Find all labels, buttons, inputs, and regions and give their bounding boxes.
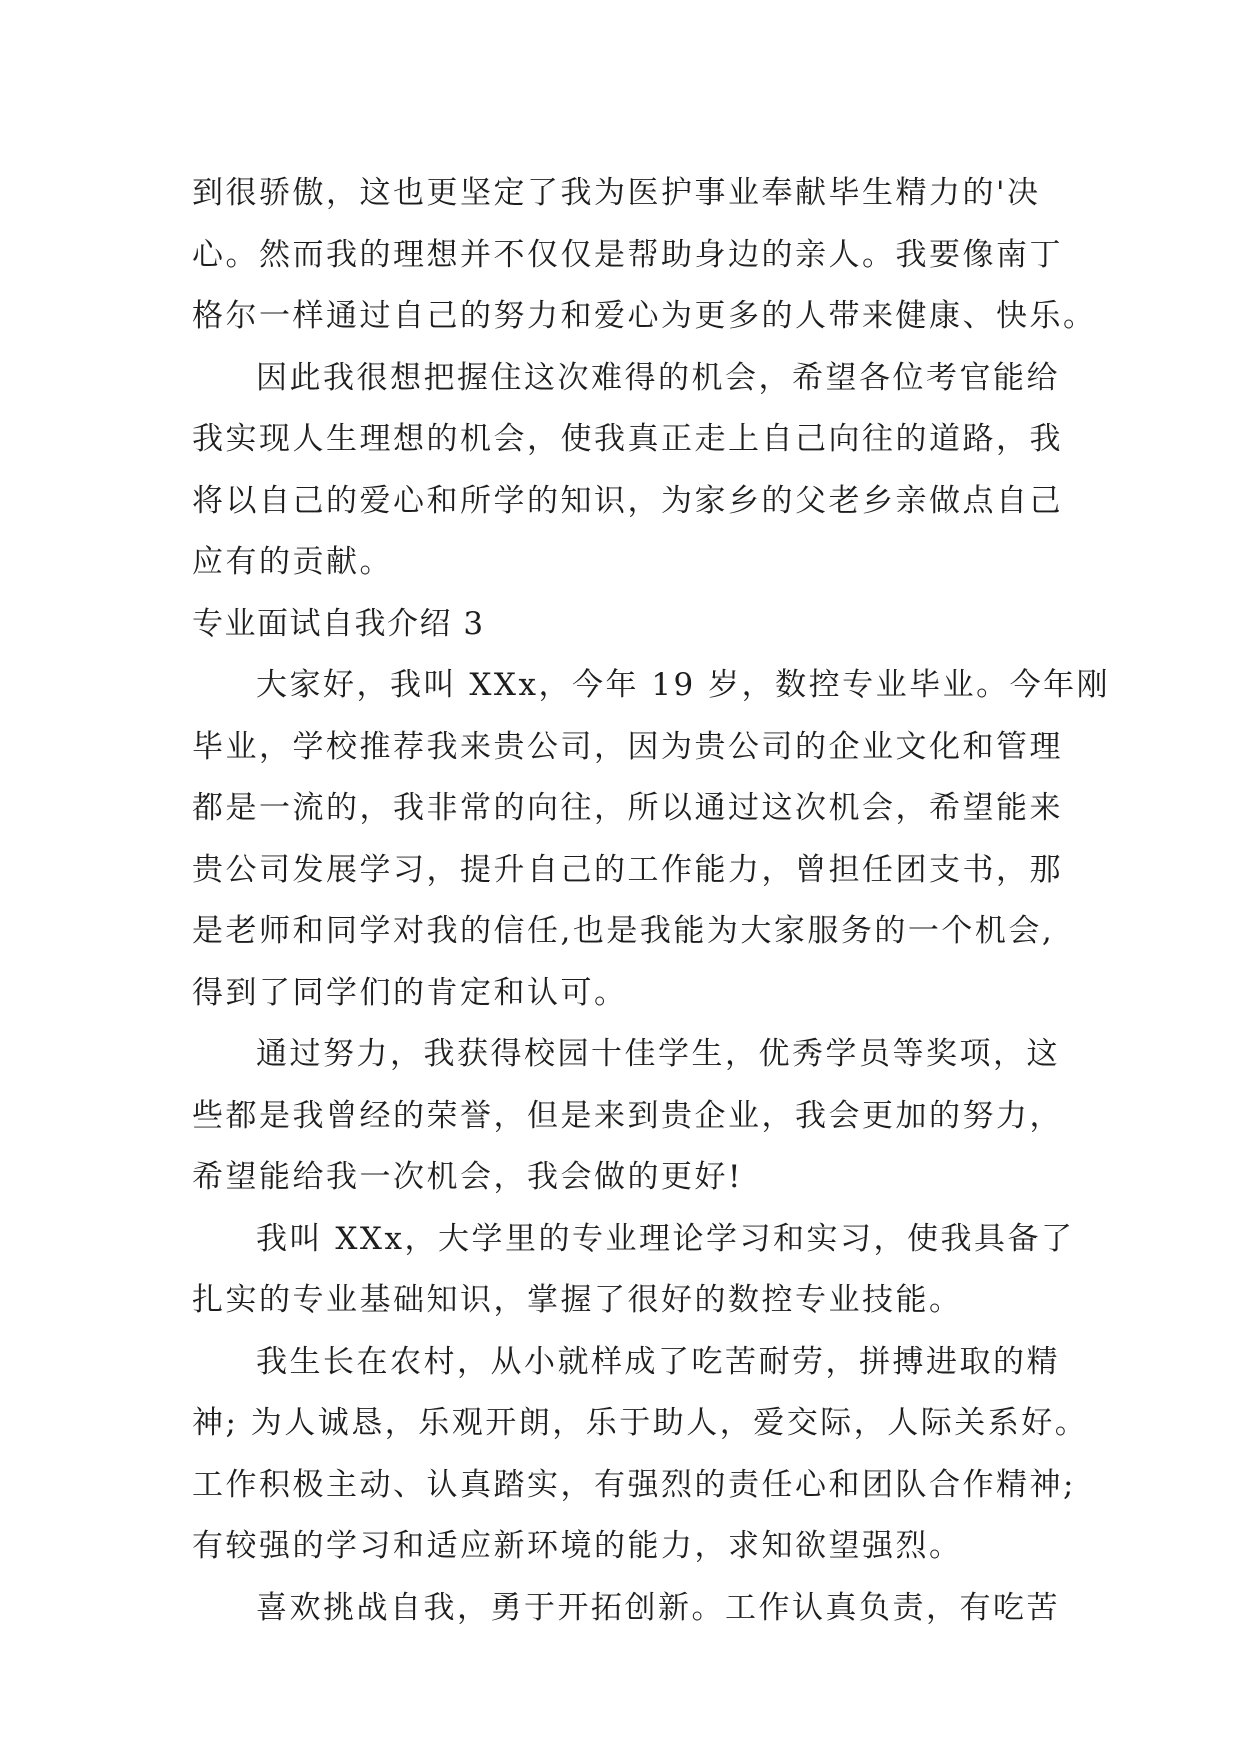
text-line: 喜欢挑战自我，勇于开拓创新。工作认真负责，有吃苦 bbox=[256, 1589, 1060, 1626]
text-line: 有较强的学习和适应新环境的能力，求知欲望强烈。 bbox=[192, 1528, 963, 1564]
text-line: 神; 为人诚恳，乐观开朗，乐于助人，爱交际，人际关系好。 bbox=[192, 1405, 1089, 1441]
text-line: 得到了同学们的肯定和认可。 bbox=[192, 974, 628, 1011]
text-line: 毕业，学校推荐我来贵公司，因为贵公司的企业文化和管理 bbox=[192, 728, 1063, 765]
text-line: 贵公司发展学习，提升自己的工作能力，曾担任团支书，那 bbox=[192, 851, 1063, 888]
text-line: 都是一流的，我非常的向往，所以通过这次机会，希望能来 bbox=[192, 790, 1063, 826]
text-line: 我叫 XXx，大学里的专业理论学习和实习，使我具备了 bbox=[256, 1220, 1075, 1257]
text-line: 大家好，我叫 XXx，今年 19 岁，数控专业毕业。今年刚 bbox=[256, 667, 1111, 703]
section-heading: 专业面试自我介绍 3 bbox=[192, 605, 485, 642]
text-line: 格尔一样通过自己的努力和爱心为更多的人带来健康、快乐。 bbox=[192, 298, 1097, 334]
text-line: 工作积极主动、认真踏实，有强烈的责任心和团队合作精神; bbox=[192, 1466, 1076, 1503]
document-body bbox=[192, 163, 1111, 1639]
text-line: 我生长在农村，从小就样成了吃苦耐劳，拼搏进取的精 bbox=[256, 1343, 1060, 1380]
text-line: 将以自己的爱心和所学的知识，为家乡的父老乡亲做点自己 bbox=[192, 482, 1063, 519]
text-line: 到很骄傲，这也更坚定了我为医护事业奉献毕生精力的'决 bbox=[192, 175, 1041, 211]
text-line: 是老师和同学对我的信任,也是我能为大家服务的一个机会, bbox=[192, 913, 1055, 949]
text-line: 些都是我曾经的荣誉，但是来到贵企业，我会更加的努力， bbox=[192, 1097, 1063, 1134]
text-line: 因此我很想把握住这次难得的机会，希望各位考官能给 bbox=[256, 359, 1060, 396]
text-line: 希望能给我一次机会，我会做的更好! bbox=[192, 1159, 743, 1195]
text-line: 心。然而我的理想并不仅仅是帮助身边的亲人。我要像南丁 bbox=[192, 236, 1063, 273]
text-line: 通过努力，我获得校园十佳学生，优秀学员等奖项，这 bbox=[256, 1036, 1060, 1072]
text-line: 应有的贡献。 bbox=[192, 544, 393, 580]
text-line: 我实现人生理想的机会，使我真正走上自己向往的道路，我 bbox=[192, 421, 1063, 457]
text-line: 扎实的专业基础知识，掌握了很好的数控专业技能。 bbox=[192, 1282, 963, 1318]
